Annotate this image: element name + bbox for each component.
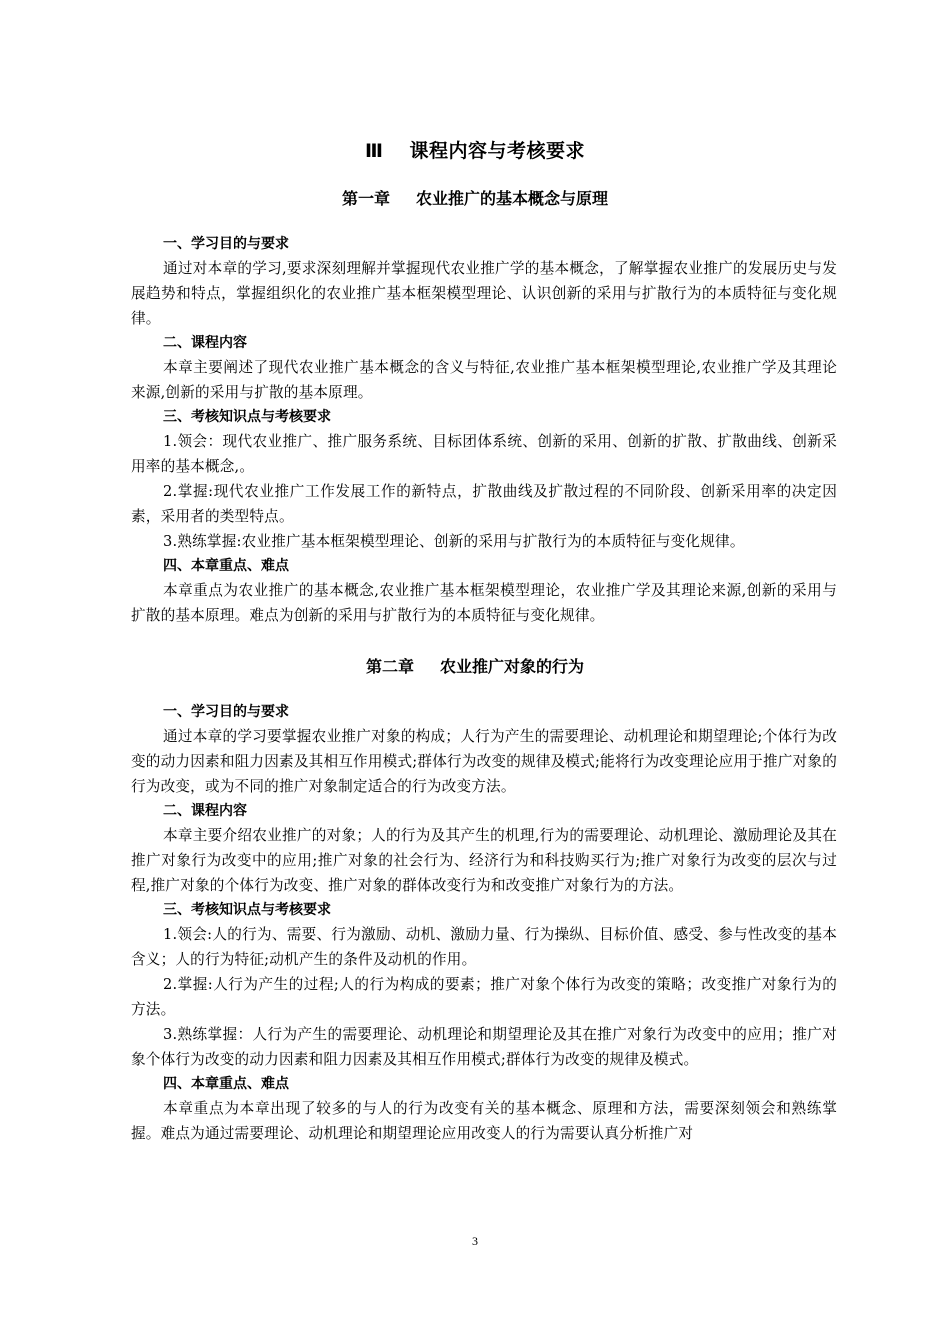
chapter1-heading-keypoints: 四、本章重点、难点 xyxy=(163,558,289,574)
chapter1-assessment-proficient: 3.熟练掌握:农业推广基本框架模型理论、创新的采用与扩散行为的本质特征与变化规律。 xyxy=(163,533,745,550)
chapter1-assessment-master: 2.掌握:现代农业推广工作发展工作的新特点，扩散曲线及扩散过程的不同阶段、创新采用率的决定因素，采用者的类型特点。 xyxy=(131,483,837,525)
page-number: 3 xyxy=(472,1234,478,1248)
main-title-roman-numeral: Ⅲ xyxy=(365,140,384,162)
chapter2-heading-objectives: 一、学习目的与要求 xyxy=(163,704,289,720)
chapter2-keypoints-text: 本章重点为本章出现了较多的与人的行为改变有关的基本概念、原理和方法，需要深刻领会和熟练掌握。难点为通过需要理论、动机理论和期望理论应用改变人的行为需要认真分析推广对 xyxy=(131,1100,837,1142)
chapter1-heading-content: 二、课程内容 xyxy=(163,335,247,351)
chapter1-heading-assessment: 三、考核知识点与考核要求 xyxy=(163,409,331,425)
main-title xyxy=(0,136,950,163)
chapter2-heading-keypoints: 四、本章重点、难点 xyxy=(163,1076,289,1092)
chapter2-number: 第二章 xyxy=(365,657,414,676)
chapter2-title xyxy=(0,654,950,677)
chapter2-heading-assessment: 三、考核知识点与考核要求 xyxy=(163,902,331,918)
chapter2-heading-content: 二、课程内容 xyxy=(163,803,247,819)
chapter2-content-text: 本章主要介绍农业推广的对象；人的行为及其产生的机理,行为的需要理论、动机理论、激励理论及其在推广对象行为改变中的应用;推广对象的社会行为、经济行为和科技购买行为;推广对象行为改变的层次与过程,推广对象的个体行为改变、推广对象的群体改变行为和改变推广对象行为的方法。 xyxy=(131,827,837,894)
chapter1-objectives-text: 通过对本章的学习,要求深刻理解并掌握现代农业推广学的基本概念，了解掌握农业推广的发展历史与发展趋势和特点，掌握组织化的农业推广基本框架模型理论、认识创新的采用与扩散行为的本质特征与变化规律。 xyxy=(131,260,837,327)
chapter1-number: 第一章 xyxy=(341,189,390,208)
chapter1-body xyxy=(131,232,837,628)
main-title-text: 课程内容与考核要求 xyxy=(409,140,585,162)
chapter2-title-text: 农业推广对象的行为 xyxy=(440,657,585,676)
chapter1-content-text: 本章主要阐述了现代农业推广基本概念的含义与特征,农业推广基本框架模型理论,农业推广学及其理论来源,创新的采用与扩散的基本原理。 xyxy=(131,359,837,401)
chapter1-heading-objectives: 一、学习目的与要求 xyxy=(163,236,289,252)
chapter2-objectives-text: 通过本章的学习要掌握农业推广对象的构成；人行为产生的需要理论、动机理论和期望理论;个体行为改变的动力因素和阻力因素及其相互作用模式;群体行为改变的规律及模式;能将行为改变理论应用于推广对象的行为改变，或为不同的推广对象制定适合的行为改变方法。 xyxy=(131,728,837,795)
chapter1-keypoints-text: 本章重点为农业推广的基本概念,农业推广基本框架模型理论，农业推广学及其理论来源,创新的采用与扩散的基本原理。难点为创新的采用与扩散行为的本质特征与变化规律。 xyxy=(131,582,837,624)
chapter2-body xyxy=(131,700,837,1146)
chapter2-assessment-master: 2.掌握:人行为产生的过程;人的行为构成的要素；推广对象个体行为改变的策略；改变推广对象行为的方法。 xyxy=(131,976,837,1018)
chapter2-assessment-proficient: 3.熟练掌握：人行为产生的需要理论、动机理论和期望理论及其在推广对象行为改变中的应用；推广对象个体行为改变的动力因素和阻力因素及其相互作用模式;群体行为改变的规律及模式。 xyxy=(131,1026,837,1068)
chapter2-assessment-understand: 1.领会:人的行为、需要、行为激励、动机、激励力量、行为操纵、目标价值、感受、参与性改变的基本含义；人的行为特征;动机产生的条件及动机的作用。 xyxy=(131,926,837,968)
chapter1-title xyxy=(0,186,950,209)
chapter1-title-text: 农业推广的基本概念与原理 xyxy=(416,189,609,208)
chapter1-assessment-understand: 1.领会：现代农业推广、推广服务系统、目标团体系统、创新的采用、创新的扩散、扩散曲线、创新采用率的基本概念,。 xyxy=(131,433,837,475)
